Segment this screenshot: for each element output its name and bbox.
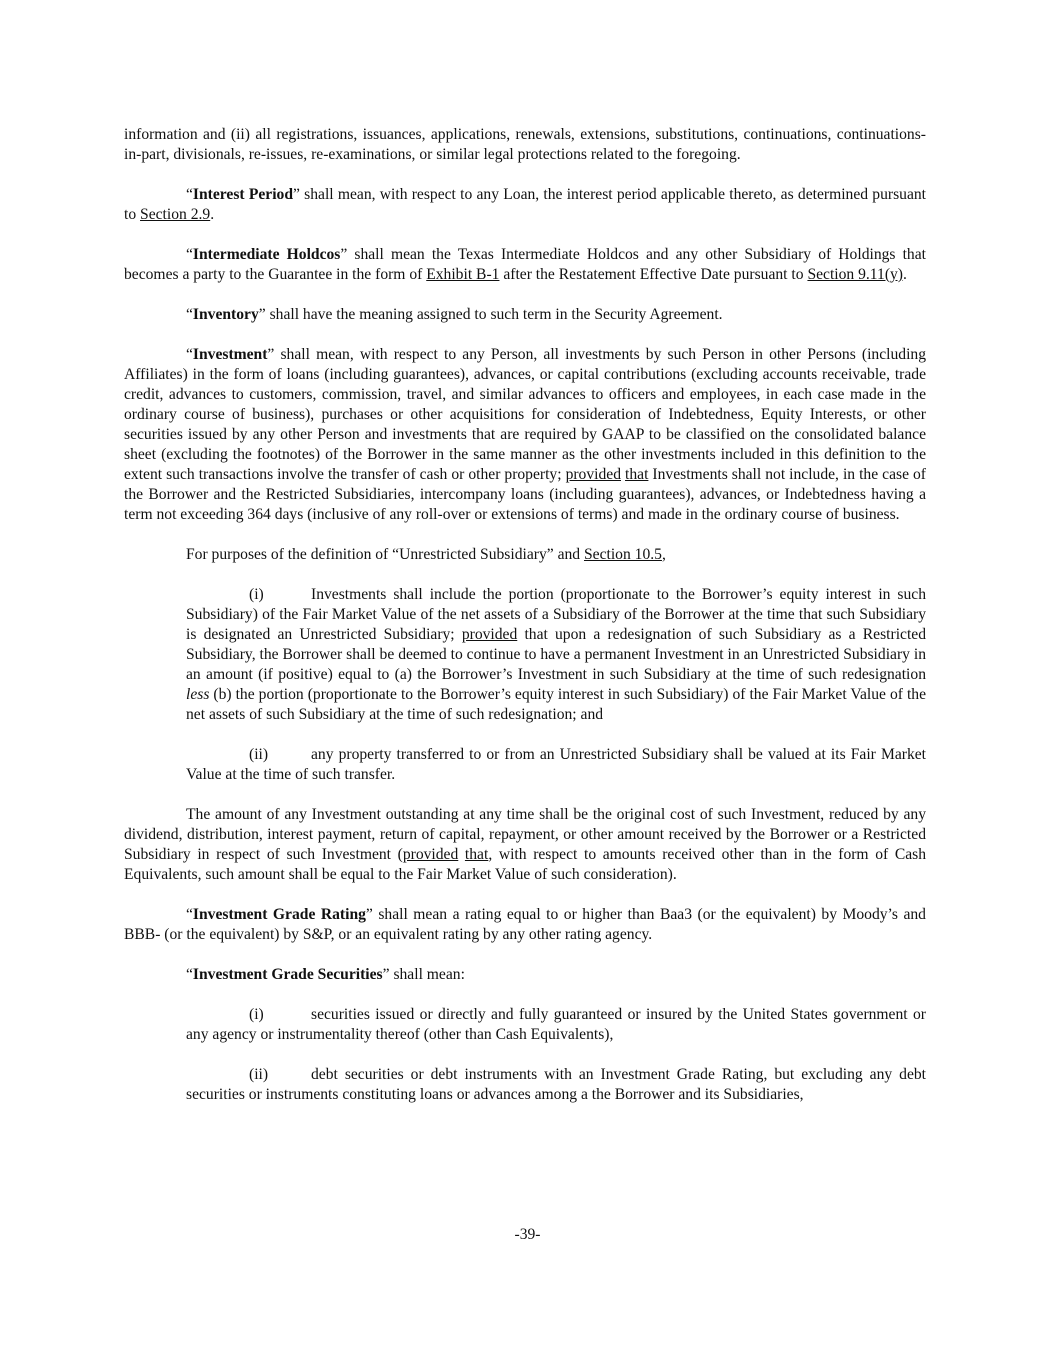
item-text: securities issued or directly and fully guaranteed or insured by the United States government or any agency or instrumentality thereof (other than Cash Equivalents), (186, 1006, 926, 1043)
close-quote: ” (340, 246, 348, 263)
defined-term: Investment Grade Rating (192, 906, 366, 923)
page-number: -39- (514, 1226, 541, 1243)
open-quote: “ (186, 966, 193, 983)
provided-term: provided (461, 626, 518, 643)
definition-text: shall mean the Texas Intermediate Holdcos and any other Subsidiary of Holdings that becomes a party to the Guarantee in the form of (124, 246, 926, 283)
definition-intermediate-holdcos (124, 245, 926, 285)
definition-text: after the Restatement Effective Date pursuant to (499, 266, 808, 283)
defined-term: Investment (192, 346, 268, 363)
provided-term: provided (402, 846, 459, 863)
defined-term: Interest Period (192, 186, 294, 203)
definition-text: shall have the meaning assigned to such term in the Security Agreement. (265, 306, 723, 323)
that-term: that (625, 466, 649, 483)
section-reference: Section 2.9 (140, 206, 211, 223)
open-quote: “ (186, 346, 193, 363)
open-quote: “ (186, 306, 193, 323)
document-page (124, 125, 926, 1125)
paragraph-text: information and (ii) all registrations, issuances, applications, renewals, extensions, substitutions, continuations, continuations-in-part, divisionals, re-issues, re-examinations, or similar legal protections related to the foregoing. (124, 126, 926, 163)
list-item (186, 1065, 926, 1105)
that-term: that (464, 846, 489, 863)
close-quote: ” (258, 306, 266, 323)
punctuation: . (210, 206, 215, 223)
for-purposes-paragraph (124, 545, 926, 565)
defined-term: Investment Grade Securities (192, 966, 383, 983)
item-number: (i) (249, 1006, 264, 1023)
item-text: that upon a redesignation of such Subsidiary as a Restricted Subsidiary, the Borrower shall be deemed to continue to have a permanent Investment in an Unrestricted Subsidiary in an amount (if positive) equal to (a) the Borrower’s Investment in such Subsidiary at the time of such redesignation (186, 626, 926, 683)
close-quote: ” (382, 966, 390, 983)
defined-term: Inventory (192, 306, 259, 323)
item-text: (b) the portion (proportionate to the Borrower’s equity interest in such Subsidiary) of the Fair Market Value of the net assets of such Subsidiary at the time of such redesignation; and (186, 686, 926, 723)
exhibit-reference: Exhibit B-1 (426, 266, 500, 283)
section-reference: Section 9.11(y) (807, 266, 904, 283)
section-reference: Section 10.5 (583, 546, 662, 563)
item-text: debt securities or debt instruments with an Investment Grade Rating, but excluding any debt securities or instruments constituting loans or advances among a the Borrower and its Subsidiaries, (186, 1066, 926, 1103)
item-text: Investments shall include the portion (proportionate to the Borrower’s equity interest in such Subsidiary) of the Fair Market Value of the net assets of a Subsidiary of the Borrower at the time that such Subsidiary is designated an Unrestricted Subsidiary; (186, 586, 926, 643)
definition-text: Investments shall not include, in the case of the Borrower and the Restricted Subsidiaries, intercompany loans (including guarantees), advances, or Indebtedness having a term not exceeding 364 days (inclusive of any roll-over or extensions of terms) and made in the ordinary course of business. (124, 466, 926, 523)
list-item (186, 1005, 926, 1045)
amount-paragraph (124, 805, 926, 885)
close-quote: ” (365, 906, 373, 923)
close-quote: ” (267, 346, 275, 363)
item-text: any property transferred to or from an Unrestricted Subsidiary shall be valued at its Fair Market Value at the time of such transfer. (186, 746, 926, 783)
definition-text: shall mean, with respect to any Loan, the interest period applicable thereto, as determined pursuant to (124, 186, 926, 223)
open-quote: “ (186, 186, 193, 203)
definition-investment (124, 345, 926, 525)
paragraph-text: The amount of any Investment outstanding at any time shall be the original cost of such Investment, reduced by any dividend, distribution, interest payment, return of capital, repayment, or other amount received by the Borrower or a Restricted Subsidiary in respect of such Investment ( (124, 806, 926, 863)
list-item (186, 745, 926, 785)
punctuation: . (903, 266, 907, 283)
definition-text: shall mean, with respect to any Person, all investments by such Person in other Persons (including Affiliates) in the form of loans (including guarantees), advances, or capital contributions (excluding accounts receivable, trade credit, advances to customers, commission, travel, and similar advances to officers and employees, in each case made in the ordinary course of business), purchases or other acquisitions for consideration of Indebtedness, Equity Interests, or other securities issued by any other Person and investments that are required by GAAP to be classified on the consolidated balance sheet (excluding the footnotes) of the Borrower in the same manner as the other investments included in this definition to the extent such transactions involve the transfer of cash or other property; (124, 346, 926, 483)
definition-inventory (124, 305, 926, 325)
definition-text: shall mean: (389, 966, 465, 983)
list-item (186, 585, 926, 725)
definition-interest-period (124, 185, 926, 225)
item-number: (i) (249, 586, 264, 603)
open-quote: “ (186, 246, 193, 263)
paragraph-text: , with respect to amounts received other than in the form of Cash Equivalents, such amount shall be equal to the Fair Market Value of such consideration). (124, 846, 927, 883)
close-quote: ” (293, 186, 300, 203)
item-number: (ii) (249, 1066, 269, 1083)
punctuation: , (661, 546, 666, 563)
provided-term: provided (565, 466, 621, 483)
definition-investment-grade-securities (124, 965, 926, 985)
item-number: (ii) (249, 746, 269, 763)
open-quote: “ (186, 906, 193, 923)
defined-term: Intermediate Holdcos (192, 246, 341, 263)
paragraph-text: For purposes of the definition of “Unrestricted Subsidiary” and (186, 546, 584, 563)
less-term: less (186, 686, 210, 703)
paragraph-continuation (124, 125, 926, 165)
definition-investment-grade-rating (124, 905, 926, 945)
definition-text: shall mean a rating equal to or higher than Baa3 (or the equivalent) by Moody’s and BBB- (or the equivalent) by S&P, or an equivalent rating by any other rating agency. (124, 906, 926, 943)
